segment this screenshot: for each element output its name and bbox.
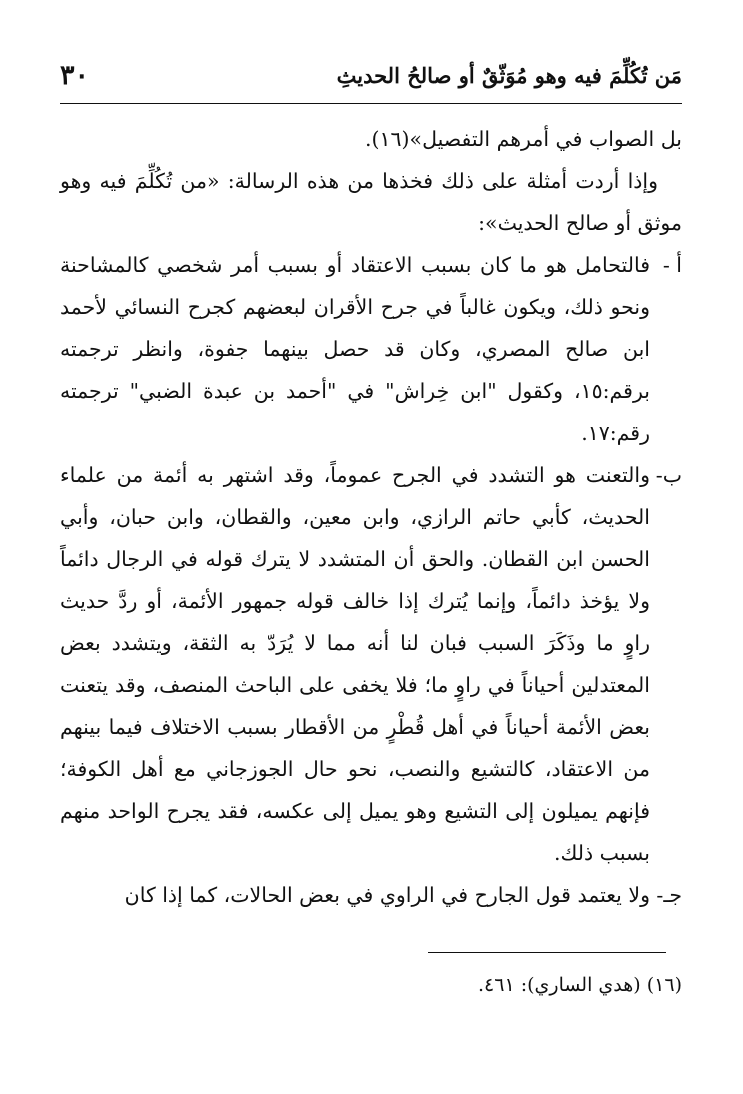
list-marker-a: أ - (662, 253, 682, 277)
list-marker-c: جـ- (656, 883, 682, 907)
list-marker-b: ب- (655, 463, 682, 487)
page-number: ٣٠ (60, 59, 90, 91)
running-title: مَن تُكُلِّمَ فيه وهو مُوَثّقٌ أو صالحُ الحديثِ (336, 62, 682, 88)
list-item-c (60, 874, 682, 916)
list-item-a (60, 244, 682, 454)
list-text-c: ولا يعتمد قول الجارح في الراوي في بعض الحالات، كما إذا كان (124, 883, 650, 907)
footnote: (١٦) (هدي الساري): ٤٦١. (478, 974, 682, 996)
main-text (60, 118, 682, 916)
page-header (60, 58, 682, 92)
footnote-divider (428, 952, 666, 953)
paragraph-2: وإذا أردت أمثلة على ذلك فخذها من هذه الرسالة: «من تُكُلِّمَ فيه وهو موثق أو صالح الحديث»: (60, 169, 682, 235)
header-divider (60, 103, 682, 104)
paragraph-1: بل الصواب في أمرهم التفصيل»(١٦). (364, 127, 682, 151)
list-text-a: فالتحامل هو ما كان بسبب الاعتقاد أو بسبب أمر شخصي كالمشاحنة ونحو ذلك، ويكون غالباً في جرح الأقران لبعضهم كجرح النسائي لأحمد ابن صالح المصري، وكان قد حصل بينهما جفوة، وانظر ترجمته برقم:١٥، وكقول "ابن خِراش" في "أحمد بن عبدة الضبي" ترجمته رقم:١٧. (60, 253, 650, 445)
list-text-b: والتعنت هو التشدد في الجرح عموماً، وقد اشتهر به أئمة من علماء الحديث، كأبي حاتم الرازي، وابن معين، والقطان، وابن حبان، وأبي الحسن ابن القطان. والحق أن المتشدد لا يترك قوله في الرجال دائماً ولا يؤخذ دائماً، وإنما يُترك إذا خالف قوله جمهور الأئمة، أو ردَّ حديث راوٍ ما وذَكَرَ السبب فبان لنا أنه مما لا يُرَدّ به الثقة، ويتشدد بعض المعتدلين أحياناً في راوٍ ما؛ فلا يخفى على الباحث المنصف، وقد يتعنت بعض الأئمة أحياناً في أهل قُطْرٍ من الأقطار بسبب الاختلاف فيما بينهم من الاعتقاد، كالتشيع والنصب، نحو حال الجوزجاني مع أهل الكوفة؛ فإنهم يميلون إلى التشيع وهو يميل إلى عكسه، فقد يجرح الواحد منهم بسبب ذلك. (60, 463, 650, 865)
list-item-b (60, 454, 682, 874)
